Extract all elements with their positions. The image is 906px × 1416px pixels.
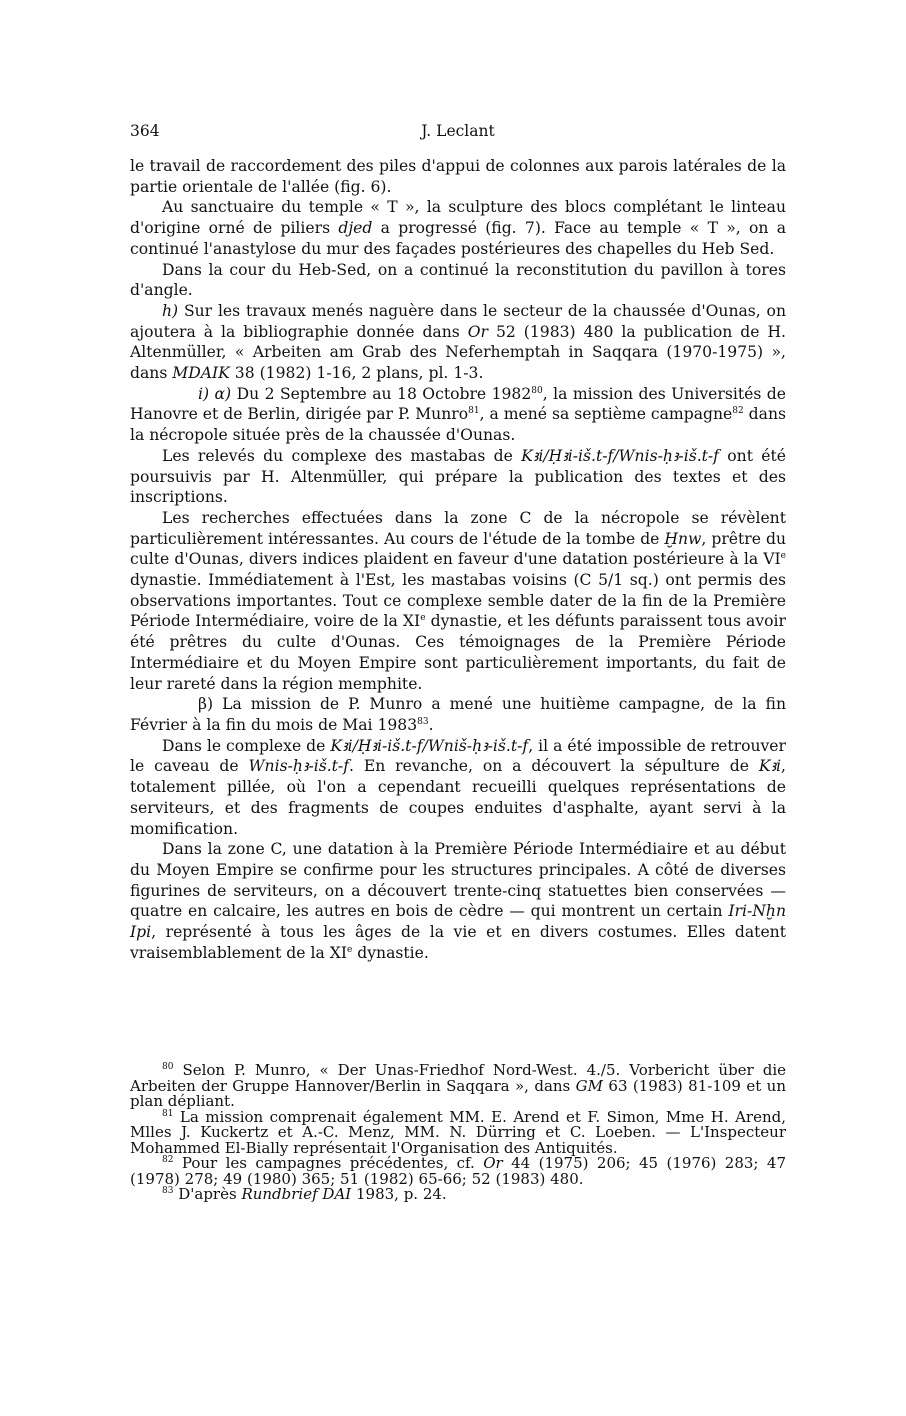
footnote-ref: 82	[732, 406, 744, 417]
paragraph: Dans le complexe de Kꜣi/Ḥꜣi-iš.t-f/Wniš-ḥꜣ-iš.t-f, il a été impossible de retrouver le caveau de Wnis-ḥꜣ-iš.t-f. En revanche, on a découvert la sépulture de Kꜣi, totalement pillée, où l'on a cependant recueilli quelques représentations de serviteurs, et des fragments de coupes enduites d'asphalte, ayant servi à la momification.	[130, 736, 786, 838]
section-label: i) α)	[198, 384, 232, 403]
footnote-ref: 80	[531, 385, 543, 396]
paragraph: Les relevés du complexe des mastabas de Kꜣi/Ḥꜣi-iš.t-f/Wnis-ḥꜣ-iš.t-f ont été poursuivis par H. Altenmüller, qui prépare la publication des textes et des inscriptions.	[130, 446, 786, 507]
section-label: h)	[162, 301, 179, 320]
paragraph: i) α) Du 2 Septembre au 18 Octobre 1982$^{80}$, la mission des Universités de Hanovre et de Berlin, dirigée par P. Munro$^{81}$, a mené sa septième campagne$^{82}$ dans la nécropole située près de la chaussée d'Ounas.	[130, 384, 786, 445]
running-header	[130, 122, 786, 148]
footnotes	[130, 1063, 786, 1203]
footnote: $^{83}$ D'après Rundbrief DAI 1983, p. 24.	[162, 1185, 447, 1203]
footnote-mark: 82	[162, 1155, 174, 1165]
page-content	[130, 122, 786, 963]
footnote-mark: 83	[162, 1186, 174, 1196]
footnote-ref: 83	[417, 716, 429, 727]
body-text	[130, 156, 786, 963]
footnote: $^{82}$ Pour les campagnes précédentes, cf. Or 44 (1975) 206; 45 (1976) 283; 47 (1978) 278; 49 (1980) 365; 51 (1982) 65-66; 52 (1983) 480.	[130, 1154, 786, 1188]
footnote: $^{81}$ La mission comprenait également MM. E. Arend et F. Simon, Mme H. Arend, Mlles J. Kuckertz et A.-C. Menz, MM. N. Dürring et C. Loeben. — L'Inspecteur Mohammed El-Bially représentait l'Organisation des Antiquités.	[130, 1107, 786, 1157]
paragraph: β) La mission de P. Munro a mené une huitième campagne, de la fin Février à la fin du mois de Mai 1983$^{83}$.	[130, 695, 786, 734]
paragraph: Dans la cour du Heb-Sed, on a continué la reconstitution du pavillon à tores d'angle.	[130, 260, 786, 300]
footnote-mark: 80	[162, 1062, 174, 1072]
paragraph: Au sanctuaire du temple « T », la sculpture des blocs complétant le linteau d'origine orné de piliers djed a progressé (fig. 7). Face au temple « T », on a continué l'anastylose du mur des façades postérieures des chapelles du Heb Sed.	[130, 198, 786, 258]
footnote-ref: 81	[468, 406, 480, 417]
paragraph: Les recherches effectuées dans la zone C de la nécropole se révèlent particulièrement intéressantes. Au cours de l'étude de la tombe de Ḫnw, prêtre du culte d'Ounas, divers indices plaident en faveur d'une datation postérieure à la VIe dynastie. Immédiatement à l'Est, les mastabas voisins (C 5/1 sq.) ont permis des observations importantes. Tout ce complexe semble dater de la fin de la Première Période Intermédiaire, voire de la XIe dynastie, et les défunts paraissent tous avoir été prêtres du culte d'Ounas. Ces témoignages de la Première Période Intermédiaire et du Moyen Empire sont particulièrement importants, du fait de leur rareté dans la région memphite.	[130, 508, 786, 693]
running-author: J. Leclant	[421, 122, 495, 140]
paragraph: Dans la zone C, une datation à la Première Période Intermédiaire et au début du Moyen Empire se confirme pour les structures principales. A côté de diverses figurines de serviteurs, on a découvert trente-cinq statuettes bien conservées — quatre en calcaire, les autres en bois de cèdre — qui montrent un certain Iri-Nḫn Ipi, représenté à tous les âges de la vie et en divers costumes. Elles datent vraisemblablement de la XIe dynastie.	[130, 840, 786, 962]
footnote-mark: 81	[162, 1108, 174, 1119]
footnote: $^{80}$ Selon P. Munro, « Der Unas-Friedhof Nord-West. 4./5. Vorbericht über die Arbeiten der Gruppe Hannover/Berlin in Saqqara », dans GM 63 (1983) 81-109 et un plan dépliant.	[130, 1061, 786, 1110]
page-number: 364	[130, 122, 160, 140]
paragraph: h) Sur les travaux menés naguère dans le secteur de la chaussée d'Ounas, on ajoutera à la bibliographie donnée dans Or 52 (1983) 480 la publication de H. Altenmüller, « Arbeiten am Grab des Neferhemptah in Saqqara (1970-1975) », dans MDAIK 38 (1982) 1-16, 2 plans, pl. 1-3.	[130, 301, 786, 383]
paragraph: le travail de raccordement des piles d'appui de colonnes aux parois latérales de la partie orientale de l'allée (fig. 6).	[130, 157, 786, 196]
section-label: β)	[198, 695, 214, 714]
